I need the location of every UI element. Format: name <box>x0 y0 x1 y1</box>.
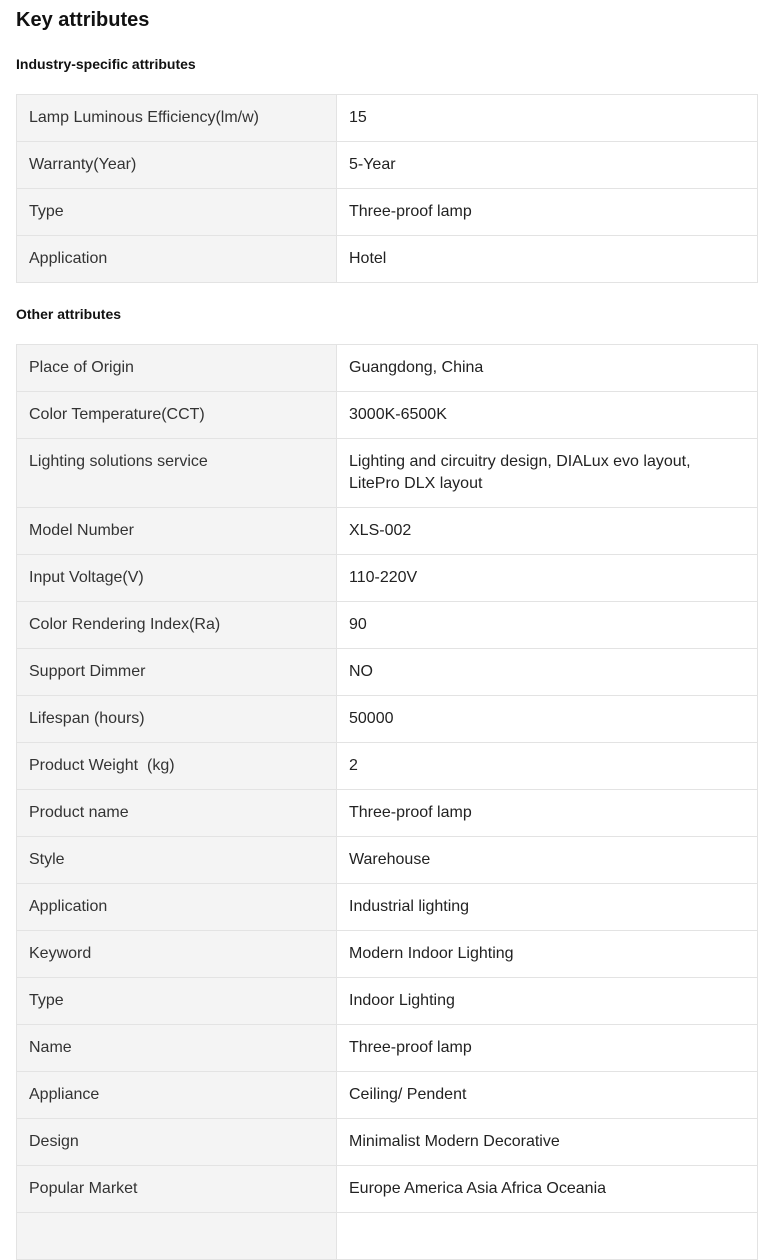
attribute-value: Hotel <box>337 236 758 283</box>
attribute-value: 5-Year <box>337 142 758 189</box>
attribute-value: Three-proof lamp <box>337 790 758 837</box>
industry-specific-attributes-table <box>16 94 758 283</box>
attribute-value: Three-proof lamp <box>337 189 758 236</box>
table-row <box>17 1119 758 1166</box>
attribute-name: Support Dimmer <box>17 649 337 696</box>
attribute-value: 2 <box>337 743 758 790</box>
table-row <box>17 95 758 142</box>
table-row <box>17 649 758 696</box>
attribute-name: Type <box>17 189 337 236</box>
attribute-name: Lamp Luminous Efficiency(lm/w) <box>17 95 337 142</box>
table-row <box>17 189 758 236</box>
attribute-name: Design <box>17 1119 337 1166</box>
table-row <box>17 392 758 439</box>
attribute-value: Indoor Lighting <box>337 978 758 1025</box>
table-row <box>17 1072 758 1119</box>
attribute-value: NO <box>337 649 758 696</box>
attribute-name: Color Temperature(CCT) <box>17 392 337 439</box>
attribute-value: 3000K-6500K <box>337 392 758 439</box>
other-attributes-table <box>16 344 758 1260</box>
attribute-name: Warranty(Year) <box>17 142 337 189</box>
attribute-value-cutoff <box>337 1213 758 1260</box>
attribute-value: Ceiling/ Pendent <box>337 1072 758 1119</box>
attribute-name: Color Rendering Index(Ra) <box>17 602 337 649</box>
attribute-name: Appliance <box>17 1072 337 1119</box>
attribute-name: Name <box>17 1025 337 1072</box>
key-attributes-panel <box>16 0 757 1260</box>
attribute-value: Warehouse <box>337 837 758 884</box>
table-row <box>17 602 758 649</box>
attribute-name: Keyword <box>17 931 337 978</box>
table-row <box>17 837 758 884</box>
attribute-value: XLS-002 <box>337 508 758 555</box>
attribute-name: Product Weight (kg) <box>17 743 337 790</box>
attribute-name: Application <box>17 236 337 283</box>
attribute-value: Lighting and circuitry design, DIALux evo layout, LitePro DLX layout <box>337 439 758 508</box>
attribute-value: Modern Indoor Lighting <box>337 931 758 978</box>
attribute-value: Europe America Asia Africa Oceania <box>337 1166 758 1213</box>
attribute-name: Style <box>17 837 337 884</box>
attribute-value: 50000 <box>337 696 758 743</box>
table-row <box>17 696 758 743</box>
table-row <box>17 439 758 508</box>
attribute-value: Minimalist Modern Decorative <box>337 1119 758 1166</box>
attribute-name: Popular Market <box>17 1166 337 1213</box>
table-row <box>17 978 758 1025</box>
attribute-name: Application <box>17 884 337 931</box>
table-row <box>17 743 758 790</box>
attribute-value: Guangdong, China <box>337 345 758 392</box>
table-row <box>17 508 758 555</box>
attribute-value: Industrial lighting <box>337 884 758 931</box>
table-row <box>17 142 758 189</box>
table-row <box>17 790 758 837</box>
attribute-name: Input Voltage(V) <box>17 555 337 602</box>
table-row <box>17 555 758 602</box>
table-row <box>17 345 758 392</box>
table-row <box>17 931 758 978</box>
attribute-value: 15 <box>337 95 758 142</box>
attribute-name: Place of Origin <box>17 345 337 392</box>
table-row-partial <box>17 1213 758 1260</box>
attribute-value: Three-proof lamp <box>337 1025 758 1072</box>
attribute-name: Lifespan (hours) <box>17 696 337 743</box>
attribute-name: Product name <box>17 790 337 837</box>
table-row <box>17 1166 758 1213</box>
table-row <box>17 884 758 931</box>
attribute-name-cutoff <box>17 1213 337 1260</box>
page-title: Key attributes <box>16 9 150 31</box>
attribute-value: 110-220V <box>337 555 758 602</box>
attribute-value: 90 <box>337 602 758 649</box>
section-title-industry-specific: Industry-specific attributes <box>16 56 196 72</box>
table-row <box>17 1025 758 1072</box>
section-title-other: Other attributes <box>16 306 122 322</box>
attribute-name: Type <box>17 978 337 1025</box>
attribute-name: Lighting solutions service <box>17 439 337 508</box>
table-row <box>17 236 758 283</box>
attribute-name: Model Number <box>17 508 337 555</box>
